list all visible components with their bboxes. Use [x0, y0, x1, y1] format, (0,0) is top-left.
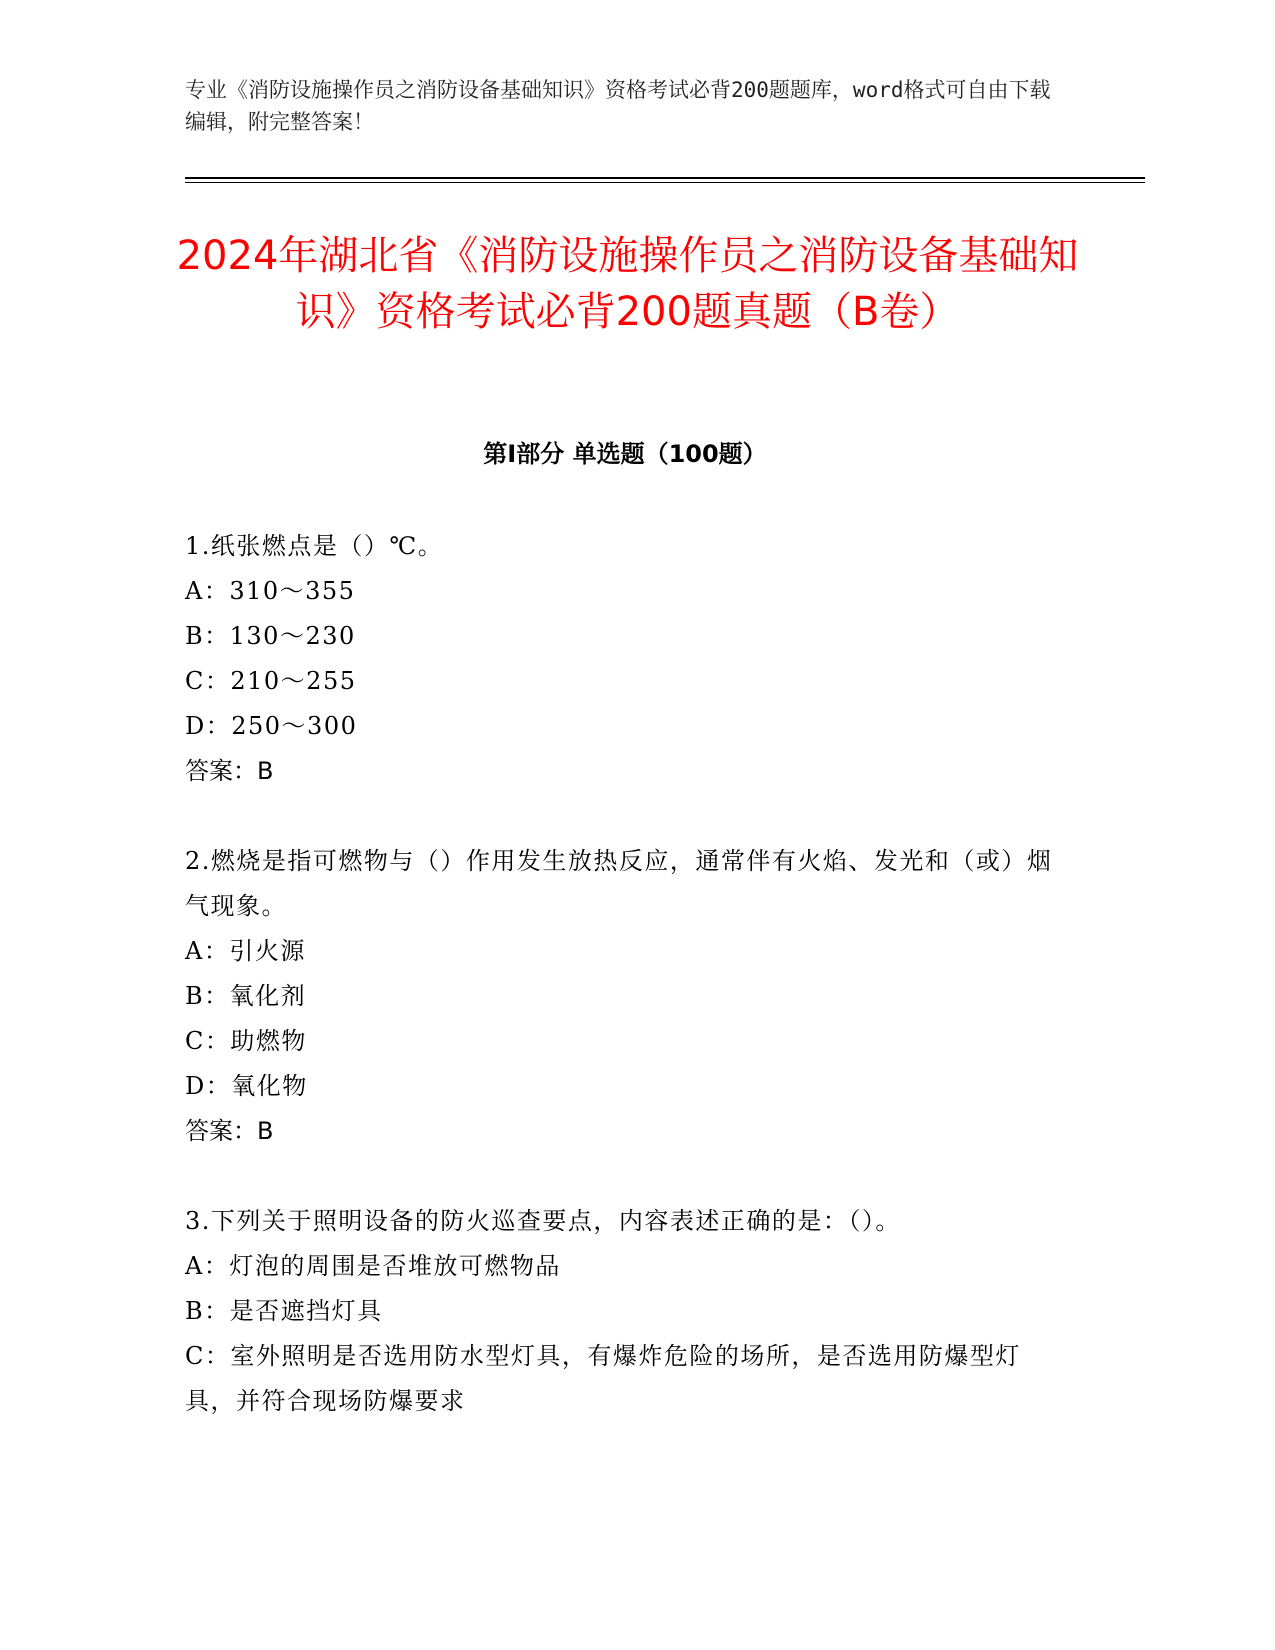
header-divider-thin: [185, 182, 1145, 183]
option-a: A：引火源: [185, 937, 306, 965]
question-list: [185, 524, 1065, 1469]
option-a: A：310～355: [185, 577, 356, 605]
header-note: 专业《消防设施操作员之消防设备基础知识》资格考试必背200题题库，word格式可自由下载编辑，附完整答案！: [185, 78, 1051, 134]
question-stem: 2.燃烧是指可燃物与（）作用发生放热反应，通常伴有火焰、发光和（或）烟气现象。: [185, 847, 1053, 920]
answer-line: 答案：B: [185, 757, 274, 785]
option-c: C：助燃物: [185, 1027, 307, 1055]
question-2: [185, 839, 1065, 1154]
option-a: A：灯泡的周围是否堆放可燃物品: [185, 1252, 561, 1280]
question-1: [185, 524, 1065, 794]
option-b: B：是否遮挡灯具: [185, 1297, 383, 1325]
question-3: [185, 1199, 1065, 1424]
option-b: B：130～230: [185, 622, 356, 650]
header-divider-thick: [185, 177, 1145, 179]
document-title: 2024年湖北省《消防设施操作员之消防设备基础知识》资格考试必背200题真题（B卷）: [176, 233, 1079, 335]
option-b: B：氧化剂: [185, 982, 307, 1010]
option-d: D：氧化物: [185, 1072, 308, 1100]
question-stem: 3.下列关于照明设备的防火巡查要点，内容表述正确的是：（）。: [185, 1207, 901, 1235]
answer-line: 答案：B: [185, 1117, 274, 1145]
section-title: 第I部分 单选题（100题）: [483, 440, 767, 468]
option-d: D：250～300: [185, 712, 358, 740]
question-stem: 1.纸张燃点是（）℃。: [185, 532, 444, 560]
option-c: C：室外照明是否选用防水型灯具，有爆炸危险的场所，是否选用防爆型灯具，并符合现场防爆要求: [185, 1342, 1021, 1415]
option-c: C：210～255: [185, 667, 357, 695]
